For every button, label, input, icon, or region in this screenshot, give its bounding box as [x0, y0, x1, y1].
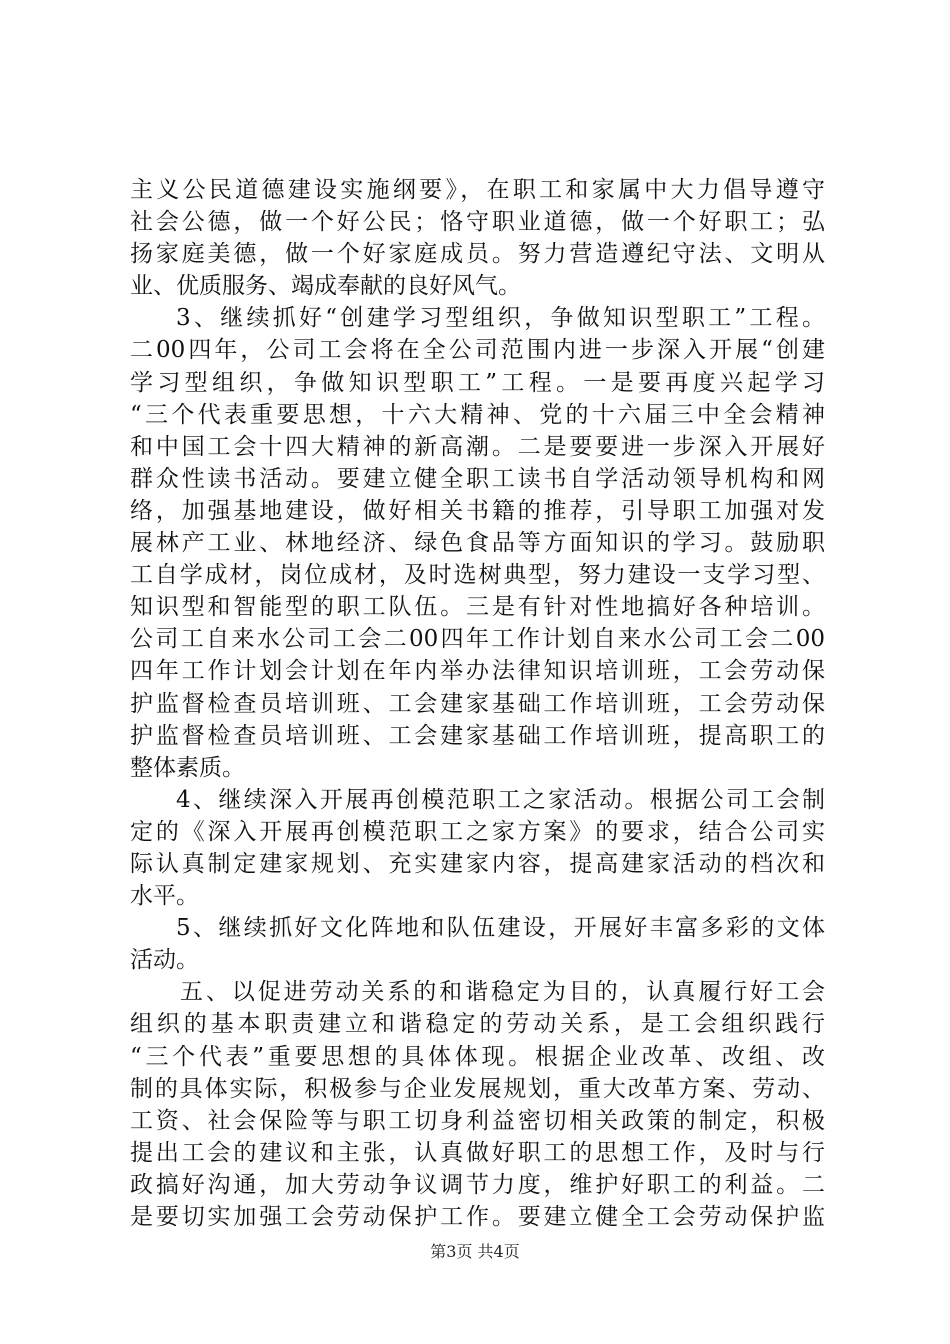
text-line: 5、继续抓好文化阵地和队伍建设，开展好丰富多彩的文体 [176, 915, 825, 942]
text-line: 整体素质。 [130, 754, 245, 781]
text-line: 主义公民道德建设实施纲要》，在职工和家属中大力倡导遵守 [130, 177, 825, 203]
text-line: 四年工作计划会计划在年内举办法律知识培训班，工会劳动保 [130, 658, 825, 685]
text-line: 公司工自来水公司工会二00四年工作计划自来水公司工会二00 [130, 626, 825, 653]
text-line: 工自学成材，岗位成材，及时选树典型，努力建设一支学习型、 [130, 562, 825, 589]
text-line: 社会公德，做一个好公民；恪守职业道德，做一个好职工；弘 [130, 209, 825, 236]
text-line: 定的《深入开展再创模范职工之家方案》的要求，结合公司实 [130, 818, 825, 845]
text-line: “三个代表”重要思想的具体体现。根据企业改革、改组、改 [130, 1043, 825, 1070]
text-line: 政搞好沟通，加大劳动争议调节力度，维护好职工的利益。二 [130, 1171, 825, 1198]
text-line: 4、继续深入开展再创模范职工之家活动。根据公司工会制 [176, 786, 825, 813]
text-line: 扬家庭美德，做一个好家庭成员。努力营造遵纪守法、文明从 [130, 241, 825, 268]
text-line: 是要切实加强工会劳动保护工作。要建立健全工会劳动保护监 [130, 1204, 825, 1230]
paragraph-4 [130, 912, 825, 976]
text-line: 提出工会的建议和主张，认真做好职工的思想工作，及时与行 [130, 1139, 825, 1166]
paragraph-5 [130, 976, 825, 1233]
text-line: 和中国工会十四大精神的新高潮。二是要要进一步深入开展好 [130, 433, 825, 460]
paragraph-3 [130, 784, 825, 912]
text-line: 群众性读书活动。要建立健全职工读书自学活动领导机构和网 [130, 465, 825, 492]
text-line: 活动。 [130, 947, 199, 974]
text-line: 展林产工业、林地经济、绿色食品等方面知识的学习。鼓励职 [130, 530, 825, 557]
text-line: 学习型组织，争做知识型职工”工程。一是要再度兴起学习 [130, 369, 825, 396]
text-line: 3、继续抓好“创建学习型组织，争做知识型职工”工程。 [176, 305, 825, 332]
paragraph-1 [130, 174, 825, 302]
text-line: 护监督检查员培训班、工会建家基础工作培训班，工会劳动保 [130, 690, 825, 717]
text-line: 知识型和智能型的职工队伍。三是有针对性地搞好各种培训。 [130, 594, 825, 621]
text-line: 工资、社会保险等与职工切身利益密切相关政策的制定，积极 [130, 1107, 825, 1134]
document-body [130, 174, 825, 1233]
text-line: 五、以促进劳动关系的和谐稳定为目的，认真履行好工会 [180, 979, 825, 1006]
text-line: “三个代表重要思想，十六大精神、党的十六届三中全会精神 [130, 401, 825, 428]
text-line: 制的具体实际，积极参与企业发展规划，重大改革方案、劳动、 [130, 1075, 825, 1102]
text-line: 水平。 [130, 883, 199, 910]
text-line: 二00四年，公司工会将在全公司范围内进一步深入开展“创建 [130, 337, 825, 364]
text-line: 组织的基本职责建立和谐稳定的劳动关系，是工会组织践行 [130, 1011, 825, 1038]
page-number-footer: 第3页 共4页 [430, 1242, 520, 1261]
text-line: 际认真制定建家规划、充实建家内容，提高建家活动的档次和 [130, 850, 825, 877]
paragraph-2 [130, 302, 825, 783]
text-line: 络，加强基地建设，做好相关书籍的推荐，引导职工加强对发 [130, 497, 825, 524]
text-line: 业、优质服务、竭成奉献的良好风气。 [130, 273, 521, 300]
text-line: 护监督检查员培训班、工会建家基础工作培训班，提高职工的 [130, 722, 825, 749]
